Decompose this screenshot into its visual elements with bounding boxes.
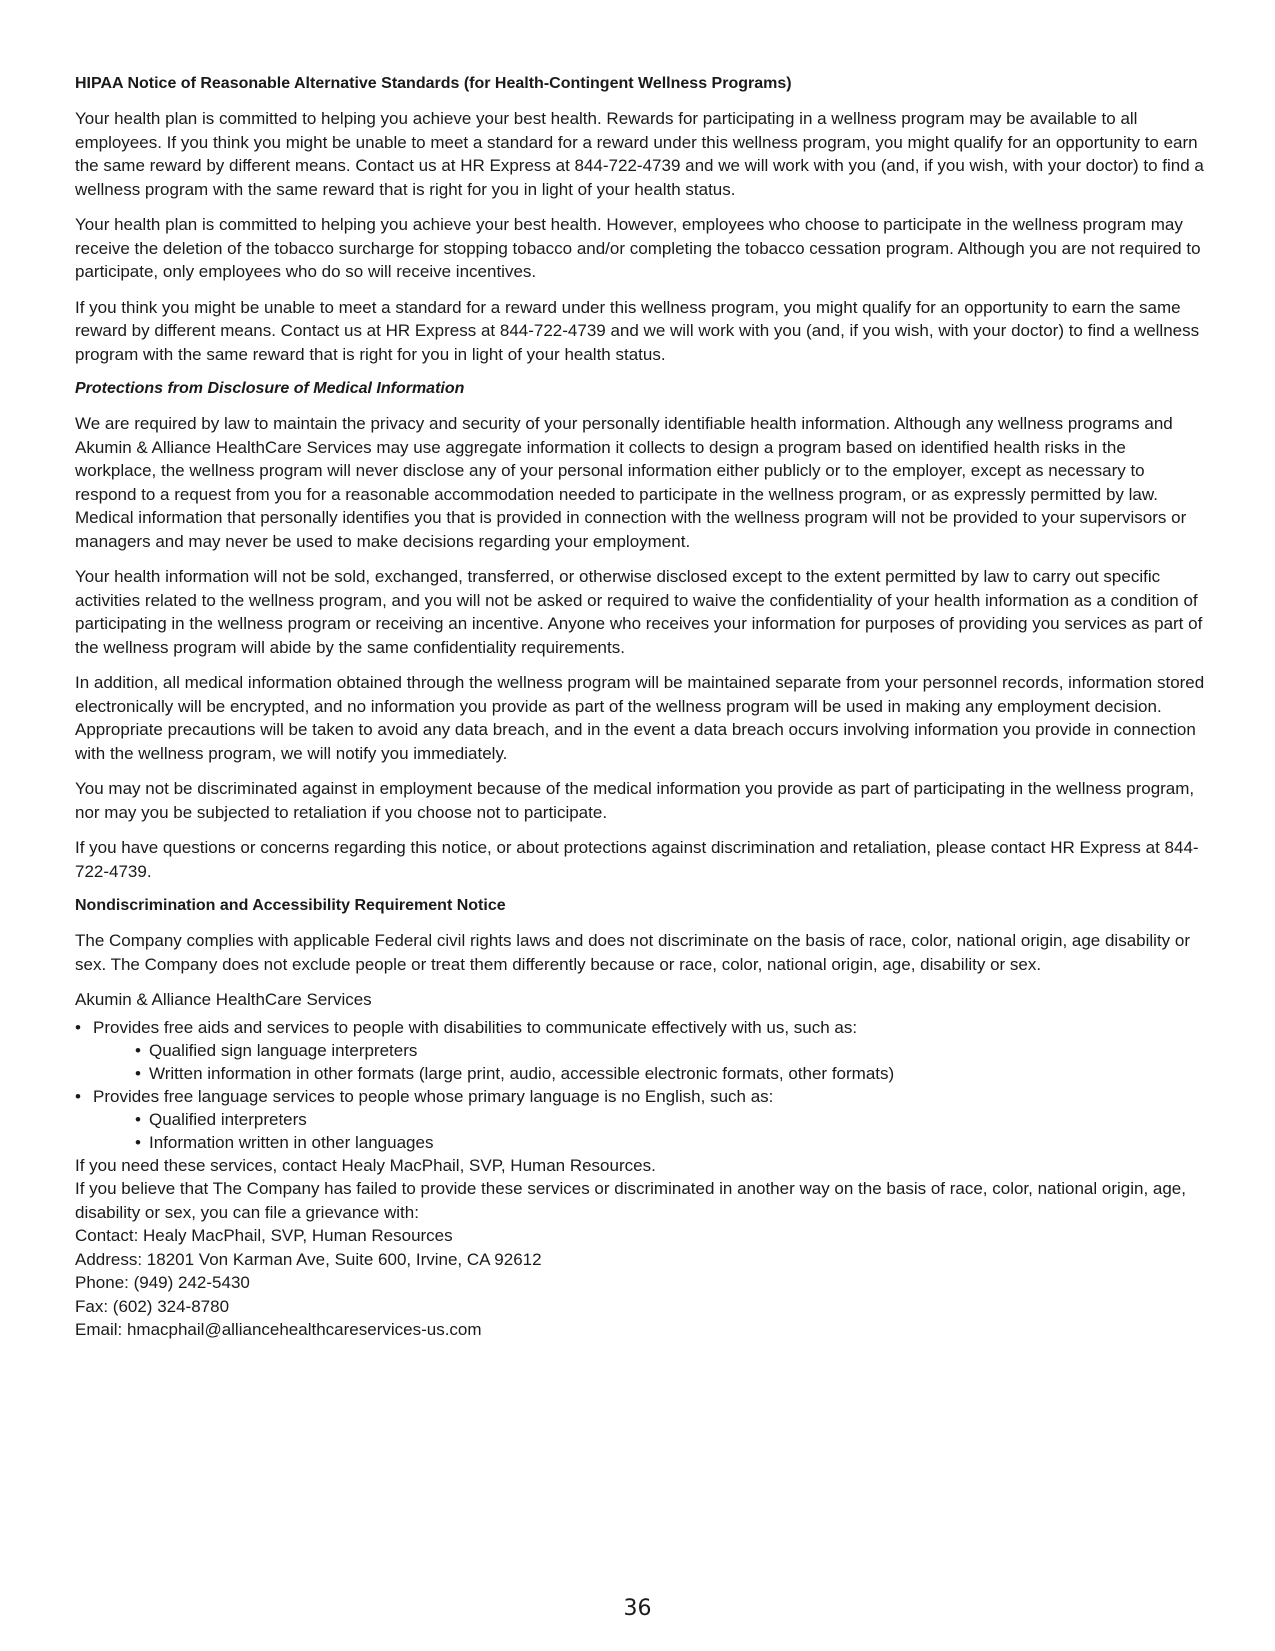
sub-bullet-sign-language: Qualified sign language interpreters <box>149 1040 418 1060</box>
protections-paragraph-3: In addition, all medical information obtained through the wellness program will be maintained separate from your personnel records, information stored electronically will be encrypted, and no information you provide as part of the wellness program will be used in making any employment decision. Appropriate precautions will be taken to avoid any data breach, and in the event a data breach occurs involving information you provide in connection with the wellness program, we will notify you immediately. <box>75 673 1205 763</box>
nondiscrimination-heading: Nondiscrimination and Accessibility Requirement Notice <box>75 897 506 914</box>
contact-phone: Phone: (949) 242-5430 <box>75 1273 250 1292</box>
contact-address: Address: 18201 Von Karman Ave, Suite 600, Irvine, CA 92612 <box>75 1249 542 1269</box>
hipaa-paragraph-3: If you think you might be unable to meet a standard for a reward under this wellness program, you might qualify for an opportunity to earn the same reward by different means. Contact us at HR Express at 844-722-4739 and we will work with you (and, if you wish, with your doctor) to find a wellness program with the same reward that is right for you in light of your health status. <box>75 297 1200 364</box>
sub-bullet-other-languages: Information written in other languages <box>149 1132 434 1152</box>
contact-name: Contact: Healy MacPhail, SVP, Human Resources <box>75 1226 453 1245</box>
sub-bullet-other-formats: Written information in other formats (large print, audio, accessible electronic formats, other formats) <box>149 1063 895 1083</box>
protections-heading: Protections from Disclosure of Medical Information <box>75 380 465 397</box>
aids-sublist <box>93 1039 1205 1085</box>
sub-bullet-interpreters: Qualified interpreters <box>149 1109 307 1129</box>
services-contact-line: If you need these services, contact Healy MacPhail, SVP, Human Resources. <box>75 1155 656 1175</box>
bullet-language-services: Provides free language services to people whose primary language is no English, such as: <box>93 1086 774 1106</box>
nondiscrimination-paragraph-1: The Company complies with applicable Federal civil rights laws and does not discriminate on the basis of race, color, national origin, age disability or sex. The Company does not exclude people or treat them differently because or race, color, national origin, age, disability or sex. <box>75 931 1191 974</box>
protections-paragraph-5: If you have questions or concerns regarding this notice, or about protections against discrimination and retaliation, please contact HR Express at 844-722-4739. <box>75 838 1199 881</box>
page-number: 36 <box>623 1596 652 1621</box>
contact-fax: Fax: (602) 324-8780 <box>75 1296 230 1316</box>
list-item <box>75 1016 1205 1085</box>
language-sublist <box>93 1108 1205 1154</box>
list-item <box>135 1131 1205 1154</box>
hipaa-paragraph-2: Your health plan is committed to helping you achieve your best health. However, employees who choose to participate in the wellness program may receive the deletion of the tobacco surcharge for stopping tobacco and/or completing the tobacco cessation program. Although you are not required to participate, only employees who do so will receive incentives. <box>75 215 1201 281</box>
protections-paragraph-2: Your health information will not be sold, exchanged, transferred, or otherwise disclosed except to the extent permitted by law to carry out specific activities related to the wellness program, and you will not be asked or required to waive the confidentiality of your health information as a condition of participating in the wellness program or receiving an incentive. Anyone who receives your information for purposes of providing you services as part of the wellness program will abide by the same confidentiality requirements. <box>75 567 1203 657</box>
company-name: Akumin & Alliance HealthCare Services <box>75 990 372 1009</box>
list-item <box>75 1085 1205 1154</box>
hipaa-heading: HIPAA Notice of Reasonable Alternative Standards (for Health-Contingent Wellness Programs) <box>75 75 792 92</box>
list-item <box>135 1039 1205 1062</box>
protections-paragraph-1: We are required by law to maintain the privacy and security of your personally identifiable health information. Although any wellness programs and Akumin & Alliance HealthCare Services may use aggregate information it collects to design a program based on identified health risks in the workplace, the wellness program will never disclose any of your personal information either publicly or to the employer, except as necessary to respond to a request from you for a reasonable accommodation needed to participate in the wellness program, or as expressly permitted by law. Medical information that personally identifies you that is provided in connection with the wellness program will not be provided to your supervisors or managers and may never be used to make decisions regarding your employment. <box>75 414 1187 551</box>
services-list <box>75 1016 1205 1154</box>
protections-paragraph-4: You may not be discriminated against in employment because of the medical information you provide as part of participating in the wellness program, nor may you be subjected to retaliation if you choose not to participate. <box>75 779 1195 822</box>
list-item <box>135 1062 1205 1085</box>
bullet-aids-services: Provides free aids and services to people with disabilities to communicate effectively with us, such as: <box>93 1017 858 1037</box>
contact-email: Email: hmacphail@alliancehealthcareservices-us.com <box>75 1320 482 1339</box>
grievance-line: If you believe that The Company has failed to provide these services or discriminated in another way on the basis of race, color, national origin, age, disability or sex, you can file a grievance with: <box>75 1179 1186 1222</box>
hipaa-paragraph-1: Your health plan is committed to helping you achieve your best health. Rewards for participating in a wellness program may be available to all employees. If you think you might be unable to meet a standard for a reward under this wellness program, you might qualify for an opportunity to earn the same reward by different means. Contact us at HR Express at 844-722-4739 and we will work with you (and, if you wish, with your doctor) to find a wellness program with the same reward that is right for you in light of your health status. <box>75 109 1204 199</box>
document-page <box>75 73 1205 1342</box>
list-item <box>135 1108 1205 1131</box>
